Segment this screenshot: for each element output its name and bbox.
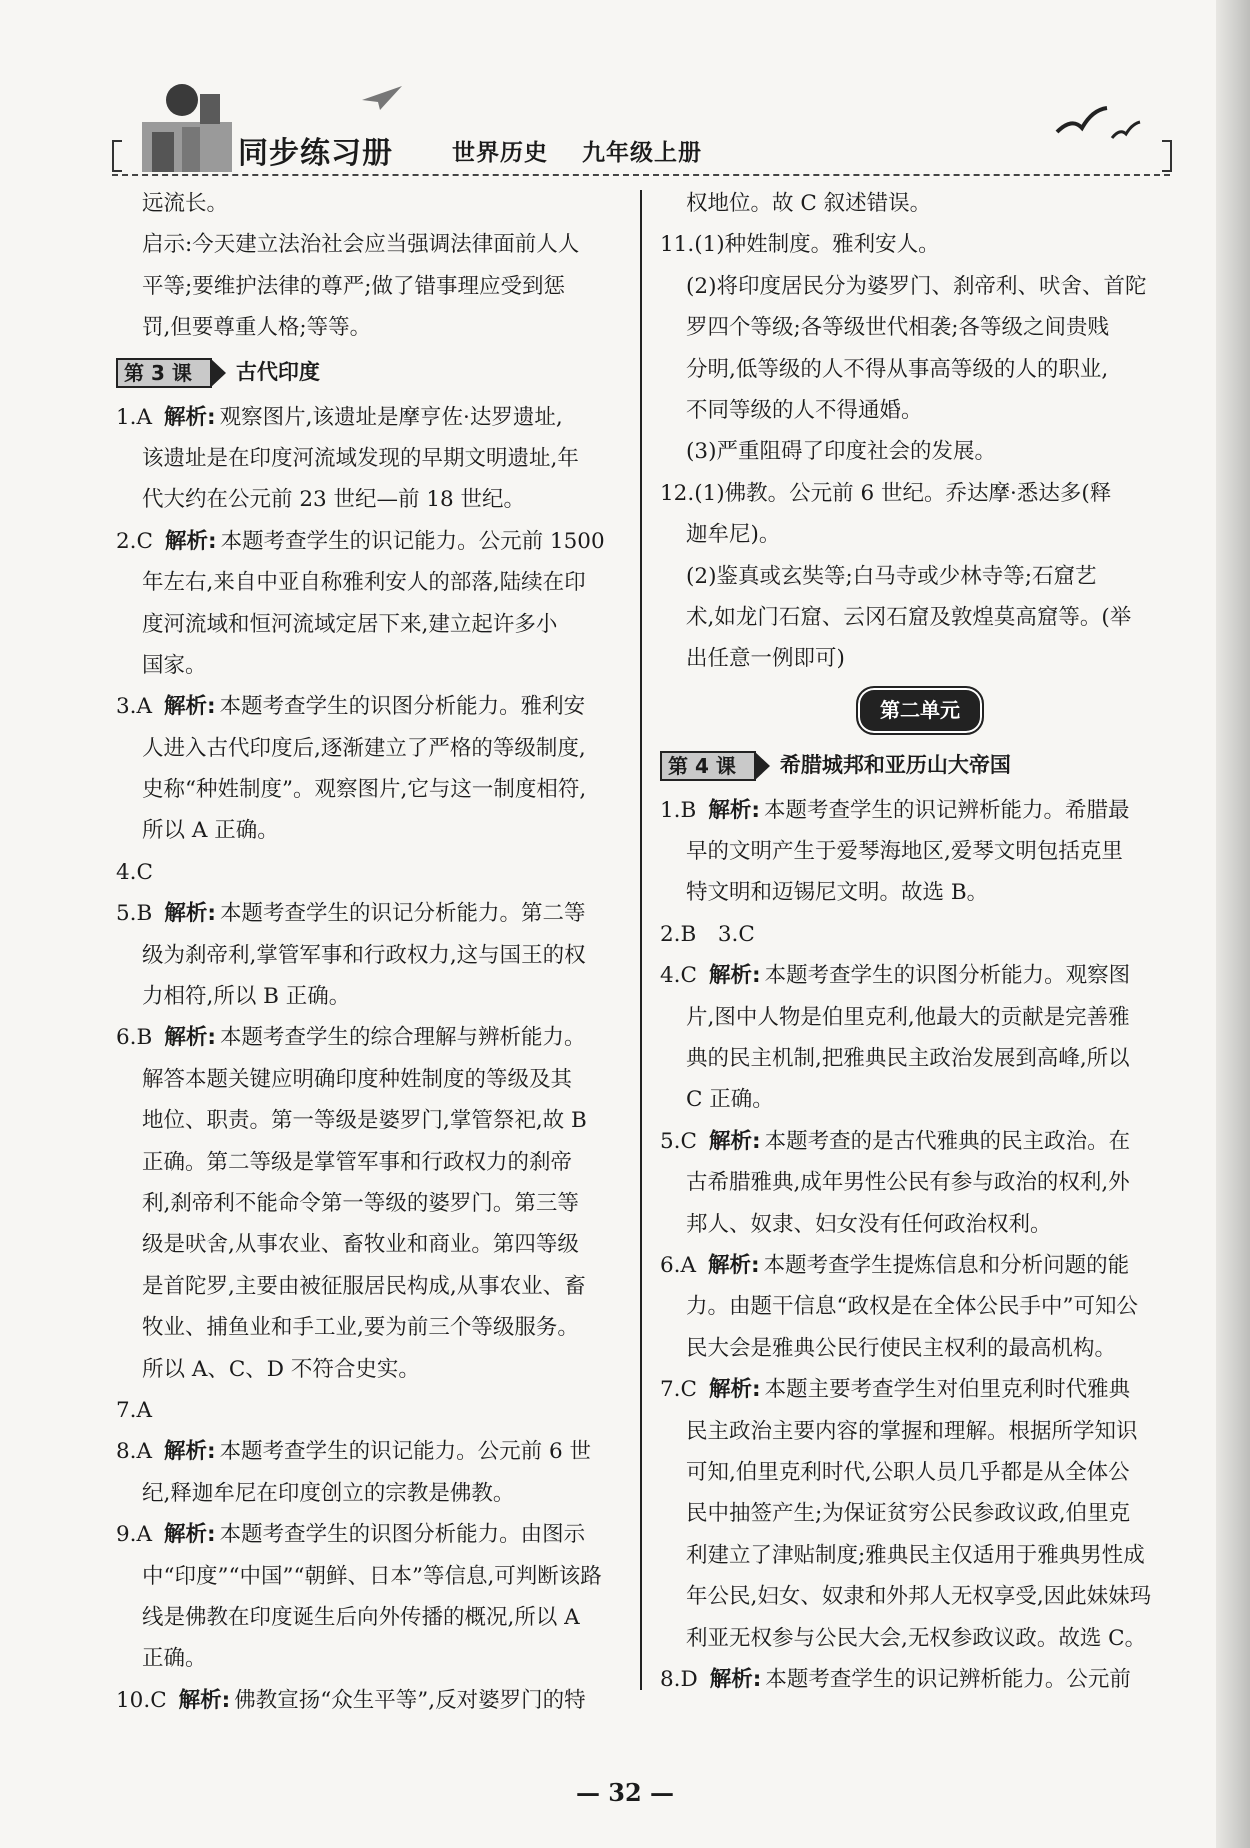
answer-item — [660, 1369, 1180, 1410]
header-rule — [112, 174, 1170, 176]
text-segment: 本题考查学生的识图分析能力。观察图 — [764, 963, 1131, 989]
text-segment: 观察图片,该遗址是摩亨佐·达罗遗址, — [219, 404, 563, 430]
text-line: 罚,但要尊重人格;等等。 — [142, 315, 372, 341]
text-line: 人进入古代印度后,逐渐建立了严格的等级制度, — [142, 735, 586, 761]
text-segment: 6.B — [116, 1025, 153, 1051]
text-line: 级为刹帝利,掌管军事和行政权力,这与国王的权 — [142, 942, 586, 968]
text-line: 国家。 — [142, 652, 207, 678]
text-line: 利亚无权参与公民大会,无权参政议政。故选 C。 — [686, 1625, 1147, 1651]
text-segment: 本题考查学生的识记分析能力。第二等 — [219, 901, 586, 927]
text-segment: 8.A — [116, 1439, 153, 1465]
answer-item — [116, 1680, 636, 1721]
answer-item — [660, 1245, 1180, 1286]
text-segment: 本题考查学生的识记能力。公元前 6 世 — [219, 1439, 592, 1465]
text-line: 正确。 — [142, 1646, 207, 1672]
answer-item: 4.C — [116, 859, 153, 885]
page-edge — [1216, 0, 1250, 1848]
answer-item — [116, 686, 636, 727]
jiexi-label: 解析: — [164, 694, 216, 720]
jiexi-label: 解析: — [164, 1522, 216, 1548]
text-line: 出任意一例即可) — [686, 646, 845, 672]
jiexi-label: 解析: — [164, 1025, 216, 1051]
lesson-name: 古代印度 — [235, 359, 320, 384]
text-line: 远流长。 — [142, 191, 229, 216]
text-segment: 本题考查学生的识图分析能力。由图示 — [219, 1522, 586, 1548]
jiexi-label: 解析: — [164, 1439, 216, 1465]
jiexi-label: 解析: — [708, 963, 761, 989]
text-line: 罗四个等级;各等级世代相袭;各等级之间贵贱 — [686, 315, 1109, 341]
answer-item: 2.B 3.C — [660, 921, 755, 947]
text-segment: 4.C — [660, 963, 697, 989]
unit-badge — [856, 686, 984, 735]
text-line: 平等;要维护法律的尊严;做了错事理应受到惩 — [142, 273, 565, 299]
lesson-tag: 第 3 课 — [116, 358, 212, 388]
answer-item: 12.(1)佛教。公元前 6 世纪。乔达摩·悉达多(释 — [660, 480, 1112, 506]
grade-label: 九年级上册 — [582, 140, 702, 166]
text-segment: 佛教宣扬“众生平等”,反对婆罗门的特 — [234, 1687, 586, 1713]
text-line: (3)严重阻碍了印度社会的发展。 — [686, 439, 996, 465]
text-segment: 本题考查的是古代雅典的民主政治。在 — [764, 1128, 1131, 1154]
text-segment: 2.C — [116, 528, 153, 554]
text-segment: 本题考查学生的识图分析能力。雅利安 — [219, 694, 586, 720]
text-line: 所以 A、C、D 不符合史实。 — [142, 1356, 420, 1382]
text-line: 线是佛教在印度诞生后向外传播的概况,所以 A — [142, 1604, 580, 1630]
text-line: 古希腊雅典,成年男性公民有参与政治的权利,外 — [686, 1170, 1130, 1196]
text-line: 片,图中人物是伯里克利,他最大的贡献是完善雅 — [686, 1004, 1130, 1030]
text-line: 可知,伯里克利时代,公职人员几乎都是从全体公 — [686, 1459, 1130, 1485]
jiexi-label: 解析: — [164, 528, 217, 554]
text-line: 民主政治主要内容的掌握和理解。根据所学知识 — [686, 1418, 1138, 1444]
header-bracket-left — [112, 140, 122, 172]
text-line: 早的文明产生于爱琴海地区,爱琴文明包括克里 — [686, 839, 1123, 865]
answer-item — [116, 1017, 636, 1058]
text-segment: 3.A — [116, 694, 153, 720]
text-line: 利建立了津贴制度;雅典民主仅适用于雅典男性成 — [686, 1542, 1145, 1568]
answer-item — [116, 397, 636, 438]
text-line: 迦牟尼)。 — [686, 522, 781, 548]
text-line: 术,如龙门石窟、云冈石窟及敦煌莫高窟等。(举 — [686, 604, 1132, 630]
answer-item — [660, 1121, 1180, 1162]
answer-item — [660, 955, 1180, 996]
text-segment: 10.C — [116, 1687, 167, 1713]
text-line: 地位、职责。第一等级是婆罗门,掌管祭祀,故 B — [142, 1108, 587, 1134]
text-line: 年公民,妇女、奴隶和外邦人无权享受,因此妹妹玛 — [686, 1584, 1152, 1610]
page-header — [112, 82, 1172, 182]
jiexi-label: 解析: — [709, 1666, 762, 1692]
jiexi-label: 解析: — [708, 797, 760, 823]
answer-item — [116, 893, 636, 934]
jiexi-label: 解析: — [708, 1128, 761, 1154]
text-line: (2)鉴真或玄奘等;白马寺或少林寺等;石窟艺 — [686, 563, 1097, 589]
text-segment: 1.B — [660, 797, 697, 823]
answer-item — [660, 1659, 1180, 1700]
jiexi-label: 解析: — [164, 404, 216, 430]
text-line: 典的民主机制,把雅典民主政治发展到高峰,所以 — [686, 1046, 1130, 1072]
answer-item — [116, 1431, 636, 1472]
left-column — [116, 183, 636, 1721]
text-segment: 本题考查学生的综合理解与辨析能力。 — [219, 1025, 586, 1051]
text-line: C 正确。 — [686, 1087, 774, 1113]
answer-item: 11.(1)种姓制度。雅利安人。 — [660, 232, 940, 258]
text-line: 启示:今天建立法治社会应当强调法律面前人人 — [142, 232, 580, 258]
text-segment: 1.A — [116, 404, 153, 430]
text-line: 牧业、捕鱼业和手工业,要为前三个等级服务。 — [142, 1315, 579, 1341]
text-line: 是首陀罗,主要由被征服居民构成,从事农业、畜 — [142, 1273, 586, 1299]
text-line: 该遗址是在印度河流域发现的早期文明遗址,年 — [142, 445, 579, 471]
text-line: 利,刹帝利不能命令第一等级的婆罗门。第三等 — [142, 1190, 579, 1216]
text-line: 代大约在公元前 23 世纪—前 18 世纪。 — [142, 487, 526, 513]
text-line: (2)将印度居民分为婆罗门、刹帝利、吠舍、首陀 — [686, 273, 1147, 299]
text-segment: 5.B — [116, 901, 153, 927]
text-segment: 6.A — [660, 1252, 697, 1278]
text-line: 民中抽签产生;为保证贫穷公民参政议政,伯里克 — [686, 1501, 1131, 1527]
jiexi-label: 解析: — [164, 901, 216, 927]
text-line: 分明,低等级的人不得从事高等级的人的职业, — [686, 356, 1109, 382]
book-title: 同步练习册 — [238, 136, 393, 171]
answer-item — [116, 521, 636, 562]
text-line: 级是吠舍,从事农业、畜牧业和商业。第四等级 — [142, 1232, 579, 1258]
page-number: — 32 — — [575, 1778, 675, 1807]
answer-item: 7.A — [116, 1397, 153, 1423]
text-line: 纪,释迦牟尼在印度创立的宗教是佛教。 — [142, 1480, 515, 1506]
birds-icon — [1052, 102, 1152, 142]
text-line: 权地位。故 C 叙述错误。 — [686, 191, 932, 216]
lesson-name: 希腊城邦和亚历山大帝国 — [779, 752, 1011, 777]
lesson-tag: 第 4 课 — [660, 751, 756, 781]
right-column — [660, 183, 1180, 1700]
lesson-heading — [660, 744, 1180, 788]
header-photo-icon — [132, 82, 242, 172]
text-segment: 本题考查学生提炼信息和分析问题的能 — [763, 1252, 1130, 1278]
text-line: 年左右,来自中亚自称雅利安人的部落,陆续在印 — [142, 570, 586, 596]
text-line: 力相符,所以 B 正确。 — [142, 984, 351, 1010]
column-divider — [640, 190, 642, 1690]
jiexi-label: 解析: — [708, 1252, 760, 1278]
text-line: 力。由题干信息“政权是在全体公民手中”可知公 — [686, 1294, 1138, 1320]
header-bracket-right — [1162, 140, 1172, 172]
text-line: 正确。第二等级是掌管军事和行政权力的刹帝 — [142, 1149, 573, 1175]
jiexi-label: 解析: — [708, 1377, 761, 1403]
text-segment: 5.C — [660, 1128, 697, 1154]
text-line: 中“印度”“中国”“朝鲜、日本”等信息,可判断该路 — [142, 1563, 602, 1589]
text-segment: 本题主要考查学生对伯里克利时代雅典 — [764, 1377, 1131, 1403]
text-segment: 7.C — [660, 1377, 697, 1403]
text-line: 不同等级的人不得通婚。 — [686, 397, 923, 423]
answer-item — [660, 790, 1180, 831]
text-segment: 第二单元 — [880, 697, 960, 722]
text-line: 解答本题关键应明确印度种姓制度的等级及其 — [142, 1066, 573, 1092]
text-segment: 8.D — [660, 1666, 698, 1692]
answer-item — [116, 1514, 636, 1555]
lesson-heading — [116, 351, 636, 395]
text-line: 史称“种姓制度”。观察图片,它与这一制度相符, — [142, 777, 587, 803]
text-line: 所以 A 正确。 — [142, 818, 279, 844]
text-line: 度河流域和恒河流域定居下来,建立起许多小 — [142, 611, 558, 637]
text-segment: 本题考查学生的识记辨析能力。希腊最 — [763, 797, 1130, 823]
text-segment: 本题考查学生的识记能力。公元前 1500 — [220, 528, 605, 554]
jiexi-label: 解析: — [178, 1687, 231, 1713]
text-line: 民大会是雅典公民行使民主权利的最高机构。 — [686, 1335, 1117, 1361]
subject-label: 世界历史 — [452, 140, 548, 166]
text-segment: 本题考查学生的识记辨析能力。公元前 — [765, 1666, 1131, 1692]
text-segment: 9.A — [116, 1522, 153, 1548]
text-line: 特文明和迈锡尼文明。故选 B。 — [686, 880, 989, 906]
paper-plane-icon — [362, 86, 402, 110]
text-line: 邦人、奴隶、妇女没有任何政治权利。 — [686, 1211, 1052, 1237]
unit-heading — [660, 680, 1180, 742]
